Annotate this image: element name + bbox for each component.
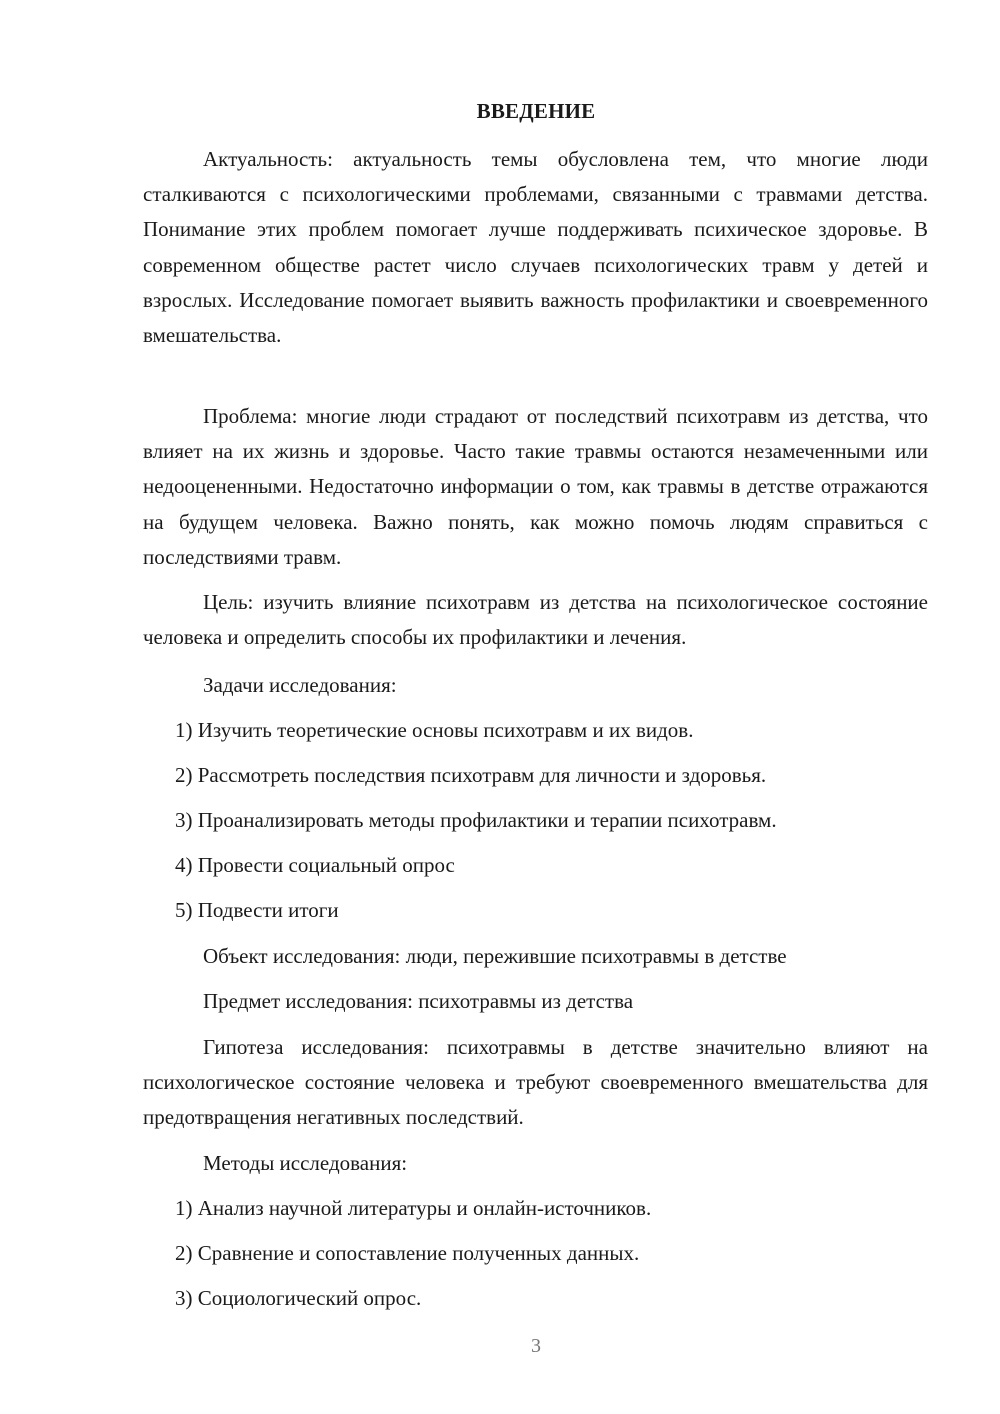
task-item-4: 4) Провести социальный опрос <box>175 853 455 877</box>
page-title: ВВЕДЕНИЕ <box>476 99 596 123</box>
tasks-heading: Задачи исследования: <box>203 673 397 697</box>
task-item-5: 5) Подвести итоги <box>175 898 339 922</box>
hypothesis-paragraph: Гипотеза исследования: психотравмы в детстве значительно влияют на психологическое состояние человека и требуют своевременного вмешательства для предотвращения негативных последствий. <box>143 1035 928 1130</box>
task-item-1: 1) Изучить теоретические основы психотравм и их видов. <box>175 718 694 742</box>
problem-paragraph: Проблема: многие люди страдают от последствий психотравм из детства, что влияет на их жизнь и здоровье. Часто такие травмы остаются незамеченными или недооцененными. Недостаточно информации о том, как травмы в детстве отражаются на будущем человека. Важно понять, как можно помочь людям справиться с последствиями травм. <box>143 404 928 569</box>
task-item-3: 3) Проанализировать методы профилактики и терапии психотравм. <box>175 808 777 832</box>
goal-paragraph: Цель: изучить влияние психотравм из детства на психологическое состояние человека и определить способы их профилактики и лечения. <box>143 590 928 650</box>
task-item-2: 2) Рассмотреть последствия психотравм для личности и здоровья. <box>175 763 767 787</box>
object-line: Объект исследования: люди, пережившие психотравмы в детстве <box>203 944 787 968</box>
method-item-2: 2) Сравнение и сопоставление полученных данных. <box>175 1241 640 1265</box>
page-number: 3 <box>531 1335 541 1357</box>
relevance-paragraph: Актуальность: актуальность темы обусловлена тем, что многие люди сталкиваются с психологическими проблемами, связанными с травмами детства. Понимание этих проблем помогает лучше поддерживать психическое здоровье. В современном обществе растет число случаев психологических травм у детей и взрослых. Исследование помогает выявить важность профилактики и своевременного вмешательства. <box>143 147 928 348</box>
methods-heading: Методы исследования: <box>203 1151 408 1175</box>
method-item-1: 1) Анализ научной литературы и онлайн-источников. <box>175 1196 652 1220</box>
method-item-3: 3) Социологический опрос. <box>175 1286 422 1310</box>
subject-line: Предмет исследования: психотравмы из детства <box>203 989 634 1013</box>
